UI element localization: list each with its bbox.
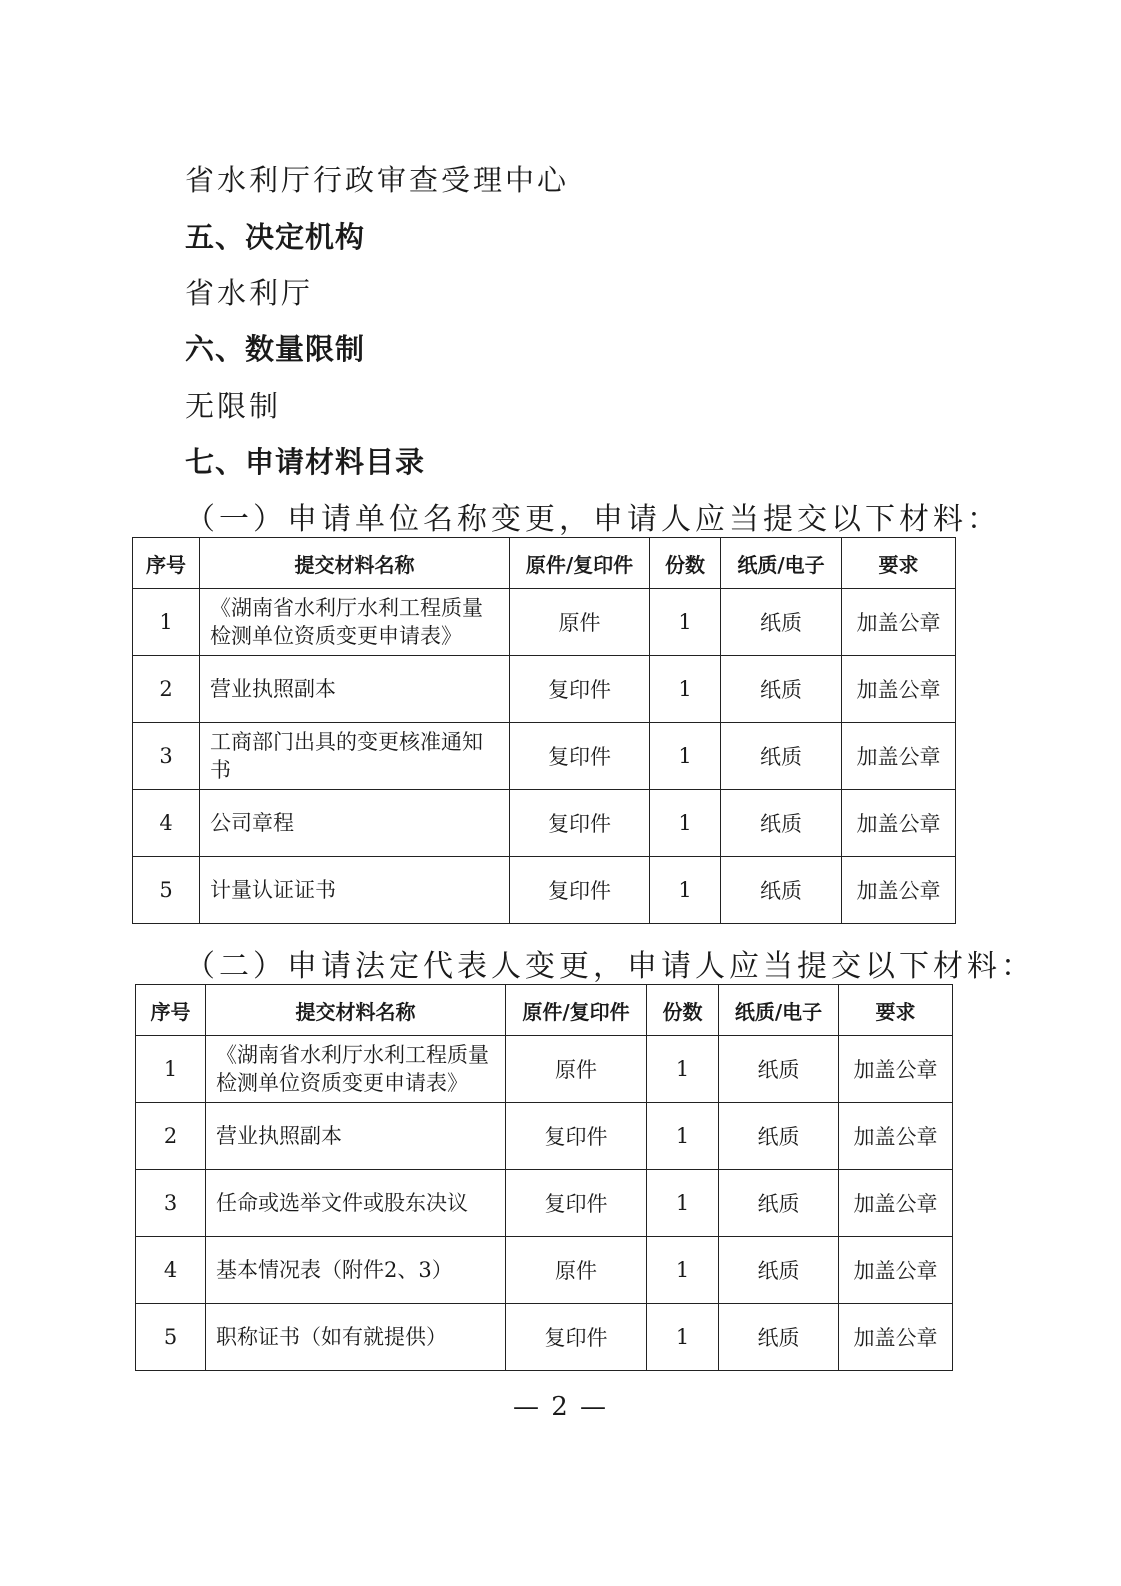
- cell-no: 5: [133, 857, 200, 924]
- cell-name: 公司章程: [200, 790, 510, 857]
- cell-name: 营业执照副本: [206, 1103, 506, 1170]
- cell-name: 工商部门出具的变更核准通知书: [200, 723, 510, 790]
- body-text-authority: 省水利厅: [185, 276, 314, 310]
- header-medium: 纸质/电子: [719, 985, 839, 1036]
- cell-requirement: 加盖公章: [839, 1304, 953, 1371]
- cell-type: 复印件: [506, 1103, 647, 1170]
- cell-name: 基本情况表（附件2、3）: [206, 1237, 506, 1304]
- cell-type: 复印件: [506, 1304, 647, 1371]
- cell-count: 1: [650, 857, 721, 924]
- cell-requirement: 加盖公章: [839, 1103, 953, 1170]
- cell-no: 1: [133, 589, 200, 656]
- cell-no: 3: [136, 1170, 206, 1237]
- header-name: 提交材料名称: [206, 985, 506, 1036]
- table-row: [136, 1103, 953, 1170]
- table-row: [136, 1170, 953, 1237]
- cell-requirement: 加盖公章: [839, 1170, 953, 1237]
- table-row: [133, 790, 956, 857]
- cell-count: 1: [647, 1304, 719, 1371]
- cell-medium: 纸质: [719, 1170, 839, 1237]
- table-row: [133, 656, 956, 723]
- cell-medium: 纸质: [719, 1103, 839, 1170]
- cell-name: 职称证书（如有就提供）: [206, 1304, 506, 1371]
- cell-medium: 纸质: [721, 723, 842, 790]
- header-medium: 纸质/电子: [721, 538, 842, 589]
- cell-no: 4: [136, 1237, 206, 1304]
- header-count: 份数: [650, 538, 721, 589]
- cell-count: 1: [650, 723, 721, 790]
- header-requirement: 要求: [839, 985, 953, 1036]
- header-name: 提交材料名称: [200, 538, 510, 589]
- materials-table-legal-rep-change: [135, 984, 953, 1371]
- body-text-acceptance-center: 省水利厅行政审查受理中心: [185, 163, 570, 197]
- cell-type: 复印件: [510, 790, 650, 857]
- cell-requirement: 加盖公章: [842, 589, 956, 656]
- cell-medium: 纸质: [719, 1036, 839, 1103]
- cell-no: 2: [136, 1103, 206, 1170]
- cell-requirement: 加盖公章: [842, 723, 956, 790]
- table-header-row: [133, 538, 956, 589]
- header-count: 份数: [647, 985, 719, 1036]
- table-row: [136, 1237, 953, 1304]
- materials-table-name-change: [132, 537, 956, 924]
- cell-no: 5: [136, 1304, 206, 1371]
- cell-type: 原件: [506, 1036, 647, 1103]
- cell-requirement: 加盖公章: [842, 857, 956, 924]
- cell-requirement: 加盖公章: [839, 1237, 953, 1304]
- cell-type: 原件: [506, 1237, 647, 1304]
- cell-medium: 纸质: [721, 589, 842, 656]
- heading-materials-catalog: 七、申请材料目录: [185, 445, 426, 479]
- heading-decision-authority: 五、决定机构: [185, 220, 366, 254]
- cell-medium: 纸质: [721, 857, 842, 924]
- section-intro-name-change: （一）申请单位名称变更，申请人应当提交以下材料：: [185, 502, 1001, 537]
- cell-count: 1: [650, 589, 721, 656]
- cell-name: 《湖南省水利厅水利工程质量检测单位资质变更申请表》: [200, 589, 510, 656]
- header-requirement: 要求: [842, 538, 956, 589]
- cell-medium: 纸质: [721, 656, 842, 723]
- cell-no: 3: [133, 723, 200, 790]
- cell-count: 1: [647, 1170, 719, 1237]
- table-row: [136, 1036, 953, 1103]
- cell-count: 1: [650, 790, 721, 857]
- cell-medium: 纸质: [721, 790, 842, 857]
- cell-type: 复印件: [510, 656, 650, 723]
- cell-name: 营业执照副本: [200, 656, 510, 723]
- header-no: 序号: [136, 985, 206, 1036]
- cell-medium: 纸质: [719, 1237, 839, 1304]
- body-text-quantity: 无限制: [185, 389, 282, 423]
- cell-no: 2: [133, 656, 200, 723]
- header-type: 原件/复印件: [506, 985, 647, 1036]
- table-row: [136, 1304, 953, 1371]
- table-header-row: [136, 985, 953, 1036]
- cell-no: 1: [136, 1036, 206, 1103]
- cell-no: 4: [133, 790, 200, 857]
- table-row: [133, 857, 956, 924]
- table-row: [133, 723, 956, 790]
- cell-count: 1: [647, 1103, 719, 1170]
- cell-type: 复印件: [506, 1170, 647, 1237]
- cell-requirement: 加盖公章: [842, 656, 956, 723]
- page-number: — 2 —: [512, 1392, 609, 1422]
- cell-type: 复印件: [510, 857, 650, 924]
- table-row: [133, 589, 956, 656]
- cell-requirement: 加盖公章: [839, 1036, 953, 1103]
- cell-count: 1: [647, 1036, 719, 1103]
- header-no: 序号: [133, 538, 200, 589]
- cell-name: 任命或选举文件或股东决议: [206, 1170, 506, 1237]
- cell-requirement: 加盖公章: [842, 790, 956, 857]
- cell-count: 1: [647, 1237, 719, 1304]
- heading-quantity-limit: 六、数量限制: [185, 332, 366, 366]
- header-type: 原件/复印件: [510, 538, 650, 589]
- cell-type: 原件: [510, 589, 650, 656]
- cell-count: 1: [650, 656, 721, 723]
- cell-type: 复印件: [510, 723, 650, 790]
- cell-name: 计量认证证书: [200, 857, 510, 924]
- cell-medium: 纸质: [719, 1304, 839, 1371]
- section-intro-legal-rep-change: （二）申请法定代表人变更，申请人应当提交以下材料：: [185, 949, 1035, 984]
- cell-name: 《湖南省水利厅水利工程质量检测单位资质变更申请表》: [206, 1036, 506, 1103]
